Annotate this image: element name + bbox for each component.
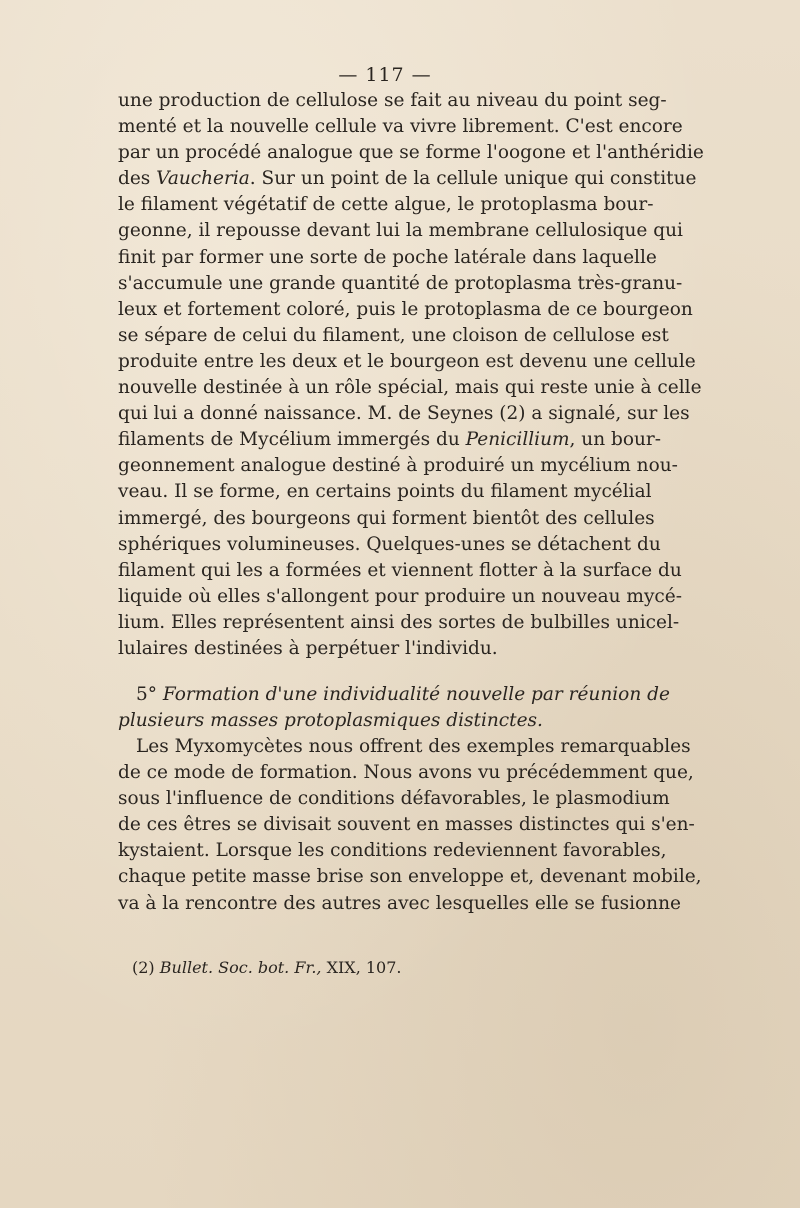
text-line: nouvelle destinée à un rôle spécial, mais qui reste unie à celle — [118, 377, 702, 399]
text-line: geonne, il repousse devant lui la membrane cellulosique qui — [118, 220, 683, 242]
text-line: des Vaucheria. Sur un point de la cellule unique qui constitue — [118, 168, 697, 190]
text-line: liquide où elles s'allongent pour produire un nouveau mycé- — [118, 585, 682, 607]
section-number: 5° — [136, 684, 158, 705]
text-line: Les Myxomycètes nous offrent des exemples remarquables — [136, 736, 691, 757]
text-line: sous l'influence de conditions défavorables, le plasmodium — [118, 788, 670, 810]
text-line: va à la rencontre des autres avec lesquelles elle se fusionne — [118, 892, 681, 914]
footnote-marker: (2) — [132, 958, 155, 977]
section-heading — [118, 682, 670, 734]
text-line: qui lui a donné naissance. M. de Seynes (2) a signalé, sur les — [118, 403, 690, 425]
text-line: s'accumule une grande quantité de protoplasma très-granu- — [118, 272, 683, 294]
text-line: le filament végétatif de cette algue, le protoplasma bour- — [118, 194, 654, 216]
paragraph-continuation — [118, 88, 704, 662]
text-line: produite entre les deux et le bourgeon est devenu une cellule — [118, 350, 696, 372]
taxon-name: Vaucheria — [156, 168, 250, 190]
text-line: de ce mode de formation. Nous avons vu précédemment que, — [118, 762, 694, 784]
text-line: geonnement analogue destiné à produiré un mycélium nou- — [118, 455, 678, 477]
text-line: se sépare de celui du filament, une cloison de cellulose est — [118, 324, 669, 346]
text-line: veau. Il se forme, en certains points du filament mycélial — [118, 481, 652, 503]
paragraph-myxomycetes — [118, 734, 702, 917]
text-line: par un procédé analogue que se forme l'oogone et l'anthéridie — [118, 142, 704, 164]
text-line: lium. Elles représentent ainsi des sortes de bulbilles unicel- — [118, 611, 680, 633]
text-line: filament qui les a formées et viennent flotter à la surface du — [118, 559, 682, 581]
text-line: finit par former une sorte de poche latérale dans laquelle — [118, 246, 657, 268]
section-heading-line — [118, 682, 670, 708]
text-line: menté et la nouvelle cellule va vivre librement. C'est encore — [118, 116, 683, 138]
text-line: filaments de Mycélium immergés du Penicillium, un bour- — [118, 429, 662, 451]
text-line: sphériques volumineuses. Quelques-unes se détachent du — [118, 533, 661, 555]
text-line: une production de cellulose se fait au niveau du point seg- — [118, 90, 667, 111]
text-line: leux et fortement coloré, puis le protoplasma de ce bourgeon — [118, 298, 693, 320]
section-heading-line: plusieurs masses protoplasmiques distinctes. — [118, 710, 543, 732]
footnote-reference: XIX, 107. — [326, 958, 402, 977]
footnote-source: Bullet. Soc. bot. Fr., — [159, 958, 322, 977]
text-line: kystaient. Lorsque les conditions redeviennent favorables, — [118, 840, 667, 862]
footnote — [132, 957, 402, 979]
section-title-part: Formation d'une individualité nouvelle par réunion de — [162, 684, 670, 705]
text-line: immergé, des bourgeons qui forment bientôt des cellules — [118, 507, 655, 529]
taxon-name: Penicillium — [465, 429, 570, 451]
page-number: — 117 — — [338, 64, 432, 86]
text-line: lulaires destinées à perpétuer l'individu. — [118, 637, 498, 659]
text-line: chaque petite masse brise son enveloppe et, devenant mobile, — [118, 866, 702, 888]
text-line: de ces êtres se divisait souvent en masses distinctes qui s'en- — [118, 814, 695, 836]
